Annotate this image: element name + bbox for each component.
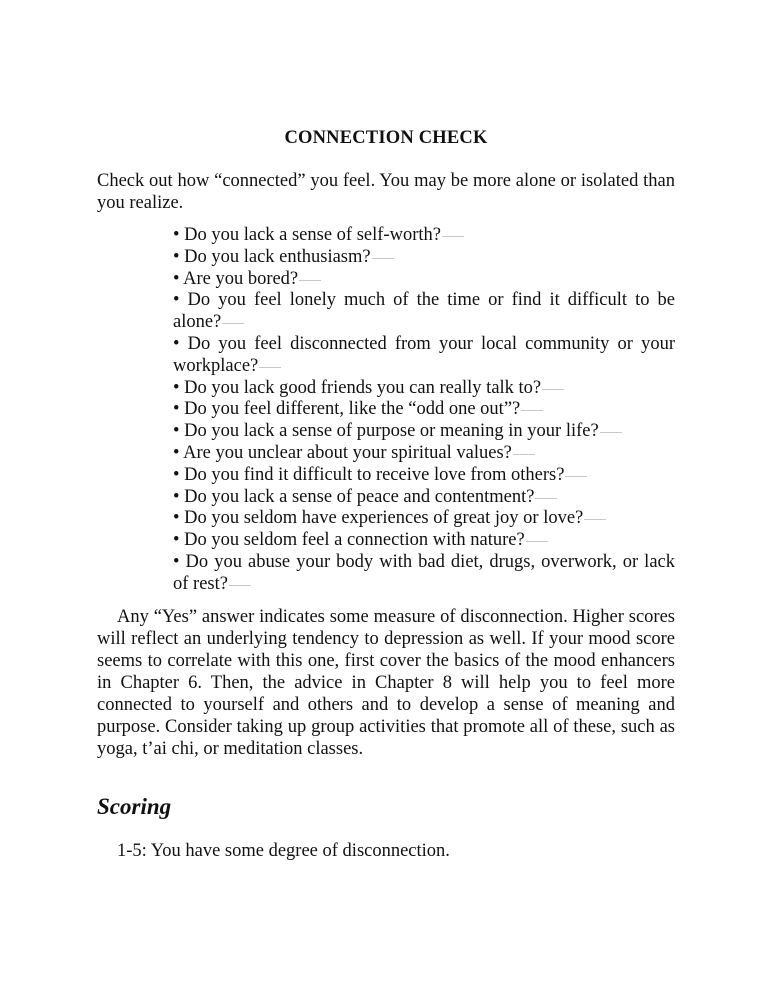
list-item bbox=[173, 225, 675, 247]
list-item bbox=[173, 378, 675, 400]
answer-blank[interactable] bbox=[229, 585, 251, 586]
answer-blank[interactable] bbox=[526, 541, 548, 542]
list-item bbox=[173, 247, 675, 269]
answer-blank[interactable] bbox=[521, 410, 543, 411]
question-text: • Do you lack a sense of self-worth? bbox=[173, 225, 441, 245]
answer-blank[interactable] bbox=[299, 280, 321, 281]
question-text: • Do you lack a sense of purpose or meaning in your life? bbox=[173, 421, 599, 442]
answer-blank[interactable] bbox=[372, 258, 394, 259]
answer-blank[interactable] bbox=[442, 236, 464, 237]
list-item bbox=[173, 530, 675, 552]
answer-blank[interactable] bbox=[565, 476, 587, 477]
question-text: • Are you bored? bbox=[173, 268, 299, 289]
answer-blank[interactable] bbox=[259, 367, 281, 368]
answer-blank[interactable] bbox=[584, 519, 606, 520]
answer-blank[interactable] bbox=[222, 323, 244, 324]
scoring-line: 1-5: You have some degree of disconnection. bbox=[117, 841, 450, 861]
page-title: CONNECTION CHECK bbox=[284, 128, 488, 148]
answer-blank[interactable] bbox=[513, 454, 535, 455]
list-item bbox=[173, 290, 675, 334]
question-text: • Do you lack enthusiasm? bbox=[173, 246, 371, 267]
question-text: • Do you feel lonely much of the time or find it difficult to be alone? bbox=[173, 290, 675, 333]
list-item bbox=[173, 399, 675, 421]
list-item bbox=[173, 421, 675, 443]
list-item bbox=[173, 487, 675, 509]
question-list bbox=[173, 225, 675, 596]
question-text: • Do you find it difficult to receive love from others? bbox=[173, 464, 565, 485]
answer-blank[interactable] bbox=[542, 389, 564, 390]
list-item bbox=[173, 269, 675, 291]
list-item bbox=[173, 552, 675, 596]
question-text: • Do you lack good friends you can really talk to? bbox=[173, 377, 542, 398]
question-text: • Do you feel different, like the “odd one out”? bbox=[173, 399, 521, 420]
answer-blank[interactable] bbox=[535, 498, 557, 499]
list-item bbox=[173, 508, 675, 530]
scoring-heading: Scoring bbox=[97, 794, 172, 819]
question-text: • Do you seldom feel a connection with nature? bbox=[173, 530, 525, 551]
explanation-paragraph: Any “Yes” answer indicates some measure of disconnection. Higher scores will reflect an underlying tendency to depression as well. If your mood score seems to correlate with this one, first cover the basics of the mood enhancers in Chapter 6. Then, the advice in Chapter 8 will help you to feel more connected to yourself and others and to develop a sense of meaning and purpose. Consider taking up group activities that promote all of these, such as yoga, t’ai chi, or meditation classes. bbox=[97, 607, 675, 759]
question-text: • Do you lack a sense of peace and contentment? bbox=[173, 486, 535, 507]
answer-blank[interactable] bbox=[600, 432, 622, 433]
question-text: • Do you abuse your body with bad diet, drugs, overwork, or lack of rest? bbox=[173, 551, 675, 594]
list-item bbox=[173, 334, 675, 378]
question-text: • Are you unclear about your spiritual values? bbox=[173, 442, 512, 463]
list-item bbox=[173, 465, 675, 487]
question-text: • Do you seldom have experiences of great joy or love? bbox=[173, 508, 584, 529]
list-item bbox=[173, 443, 675, 465]
intro-paragraph: Check out how “connected” you feel. You may be more alone or isolated than you realize. bbox=[97, 171, 675, 213]
question-text: • Do you feel disconnected from your local community or your workplace? bbox=[173, 333, 675, 376]
